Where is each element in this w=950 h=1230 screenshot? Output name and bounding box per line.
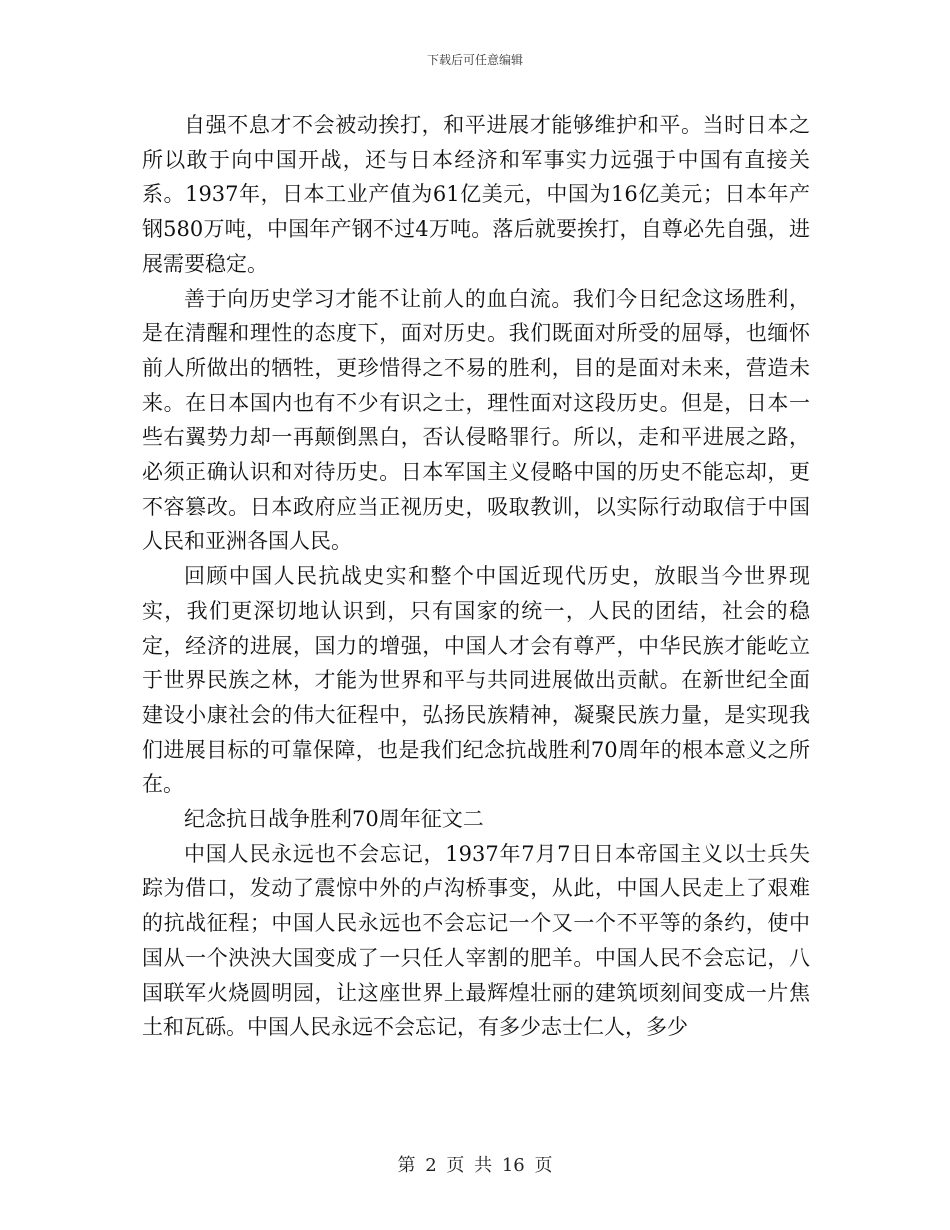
paragraph-review-history: 回顾中国人民抗战史实和整个中国近现代历史，放眼当今世界现实，我们更深切地认识到，只有国家的统一，人民的团结，社会的稳定，经济的进展，国力的增强，中国人才会有尊严，中华民族才能屹立于世界民族之林，才能为世界和平与共同进展做出贡献。在新世纪全面建设小康社会的伟大征程中，弘扬民族精神，凝聚民族力量，是实现我们进展目标的可靠保障，也是我们纪念抗战胜利70周年的根本意义之所在。 (142, 564, 810, 797)
page-number: 第 2 页 共 16 页 (397, 1155, 553, 1176)
paragraph-self-reliance: 自强不息才不会被动挨打，和平进展才能够维护和平。当时日本之所以敢于向中国开战，还与日本经济和军事实力远强于中国有直接关系。1937年，日本工业产值为61亿美元，中国为16亿美元；日本年产钢580万吨，中国年产钢不过4万吨。落后就要挨打，自尊必先自强，进展需要稳定。 (142, 113, 810, 276)
paragraph-learn-from-history: 善于向历史学习才能不让前人的血白流。我们今日纪念这场胜利，是在清醒和理性的态度下，面对历史。我们既面对所受的屈辱，也缅怀前人所做出的牺牲，更珍惜得之不易的胜利，目的是面对未来，营造未来。在日本国内也有不少有识之士，理性面对这段历史。但是，日本一些右翼势力却一再颠倒黑白，否认侵略罪行。所以，走和平进展之路，必须正确认识和对待历史。日本军国主义侵略中国的历史不能忘却，更不容篡改。日本政府应当正视历史，吸取教训，以实际行动取信于中国人民和亚洲各国人民。 (142, 286, 810, 554)
document-body (142, 108, 810, 1045)
paragraph-never-forget: 中国人民永远也不会忘记，1937年7月7日日本帝国主义以士兵失踪为借口，发动了震惊中外的卢沟桥事变，从此，中国人民走上了艰难的抗战征程；中国人民永远也不会忘记一个又一个不平等的条约，使中国从一个泱泱大国变成了一只任人宰割的肥羊。中国人民不会忘记，八国联军火烧圆明园，让这座世界上最辉煌壮丽的建筑顷刻间变成一片焦土和瓦砾。中国人民永远不会忘记，有多少志士仁人，多少 (142, 841, 810, 1040)
section-heading: 纪念抗日战争胜利70周年征文二 (184, 807, 484, 832)
page-header: 下载后可任意编辑 (426, 53, 523, 67)
